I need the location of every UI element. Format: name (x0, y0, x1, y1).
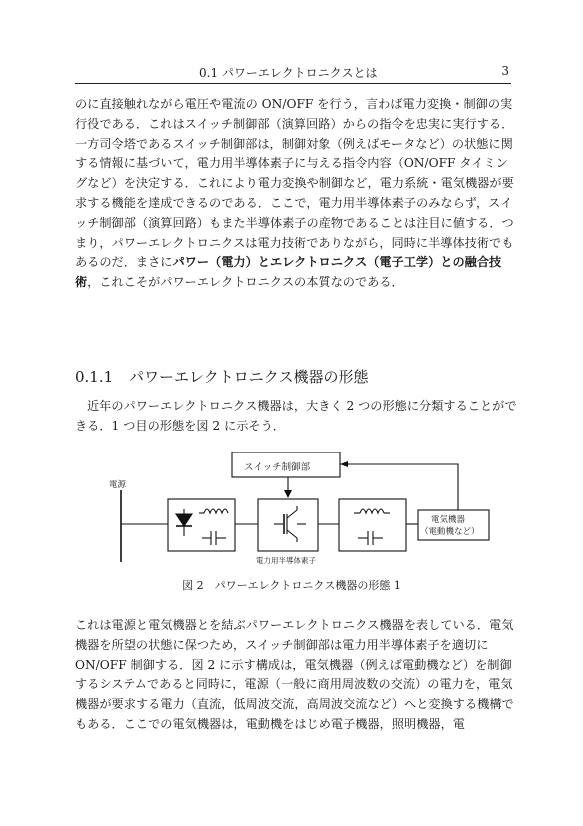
section-number: 0.1.1 (75, 368, 114, 386)
block-semiconductor (258, 499, 318, 551)
paragraph-text: 近年のパワーエレクトロニクス機器は，大きく 2 つの形態に分類することができる．1 つ目の形態を図 2 に示そう． (75, 399, 517, 433)
running-header (75, 64, 511, 86)
paragraph-text-before: のに直接触れながら電圧や電流の ON/OFF を行う，言わば電力変換・制御の実行役である．これはスイッチ制御部（演算回路）からの指令を忠実に実行する．一方司令塔であるスイッチ制御部は，制御対象（例えばモータなど）の状態に関する情報に基づいて，電力用半導体素子に与える指令内容（ON/OFF タイミングなど）を決定する．これにより電力変換や制御など，電力系統・電気機器が要求する機能を達成できるのである．ここで，電力用半導体素子のみならず，スイッチ制御部（演算回路）もまた半導体素子の産物であることは注目に値する．つまり，パワーエレクトロニクスは電力技術でありながら，同時に半導体技術でもあるのだ．まさに (75, 97, 514, 270)
inductor-icon (354, 509, 390, 513)
transistor-icon (274, 506, 306, 542)
section-heading (75, 366, 369, 387)
feedback-arrowhead (340, 461, 348, 467)
diode-icon (176, 509, 192, 536)
inductor-icon (199, 509, 228, 513)
capacitor-icon (358, 531, 383, 545)
emphasis-text: パワー（電力）とエレクトロニクス（電子工学）との融合技術 (75, 255, 502, 290)
control-arrowhead (284, 490, 292, 498)
feedback-line (340, 464, 458, 510)
figure-caption: 図 2 パワーエレクトロニクス機器の形態 1 (182, 579, 401, 592)
paragraph-forms (75, 397, 517, 437)
equipment-label: 電気機器 (431, 515, 466, 525)
paragraph-description (75, 616, 517, 735)
equipment-sublabel: （電動機など） (420, 527, 480, 537)
section-title: パワーエレクトロニクス機器の形態 (129, 368, 369, 386)
paragraph-text: これは電源と電気機器とを結ぶパワーエレクトロニクス機器を表している．電気機器を所望の状態に保つため，スイッチ制御部は電力用半導体素子を適切に ON/OFF 制御する．図 2 に示す構成は，電気機器（例えば電動機など）を制御するシステムであると同時に，電源（一般に商用周波数の交流）の電力を，電気機器が要求する電力（直流，低周波交流，高周波交流など）へと変換する機構でもある．ここでの電気機器は，電動機をはじめ電子機器，照明機器，電 (75, 618, 514, 731)
capacitor-icon (202, 531, 226, 545)
paragraph-intro (75, 95, 517, 293)
header-section-title: 0.1 パワーエレクトロニクスとは (199, 66, 378, 80)
paragraph-text-after: ，これこそがパワーエレクトロニクスの本質なのである． (87, 275, 404, 290)
figure-2 (92, 452, 512, 572)
power-semiconductor-label: 電力用半導体素子 (256, 556, 316, 565)
switch-control-label: スイッチ制御部 (244, 462, 311, 473)
paragraph-text (75, 95, 517, 293)
block-converter-1 (168, 499, 235, 551)
page-number: 3 (501, 64, 509, 78)
power-source-label: 電源 (109, 480, 127, 490)
header-rule (75, 83, 511, 84)
